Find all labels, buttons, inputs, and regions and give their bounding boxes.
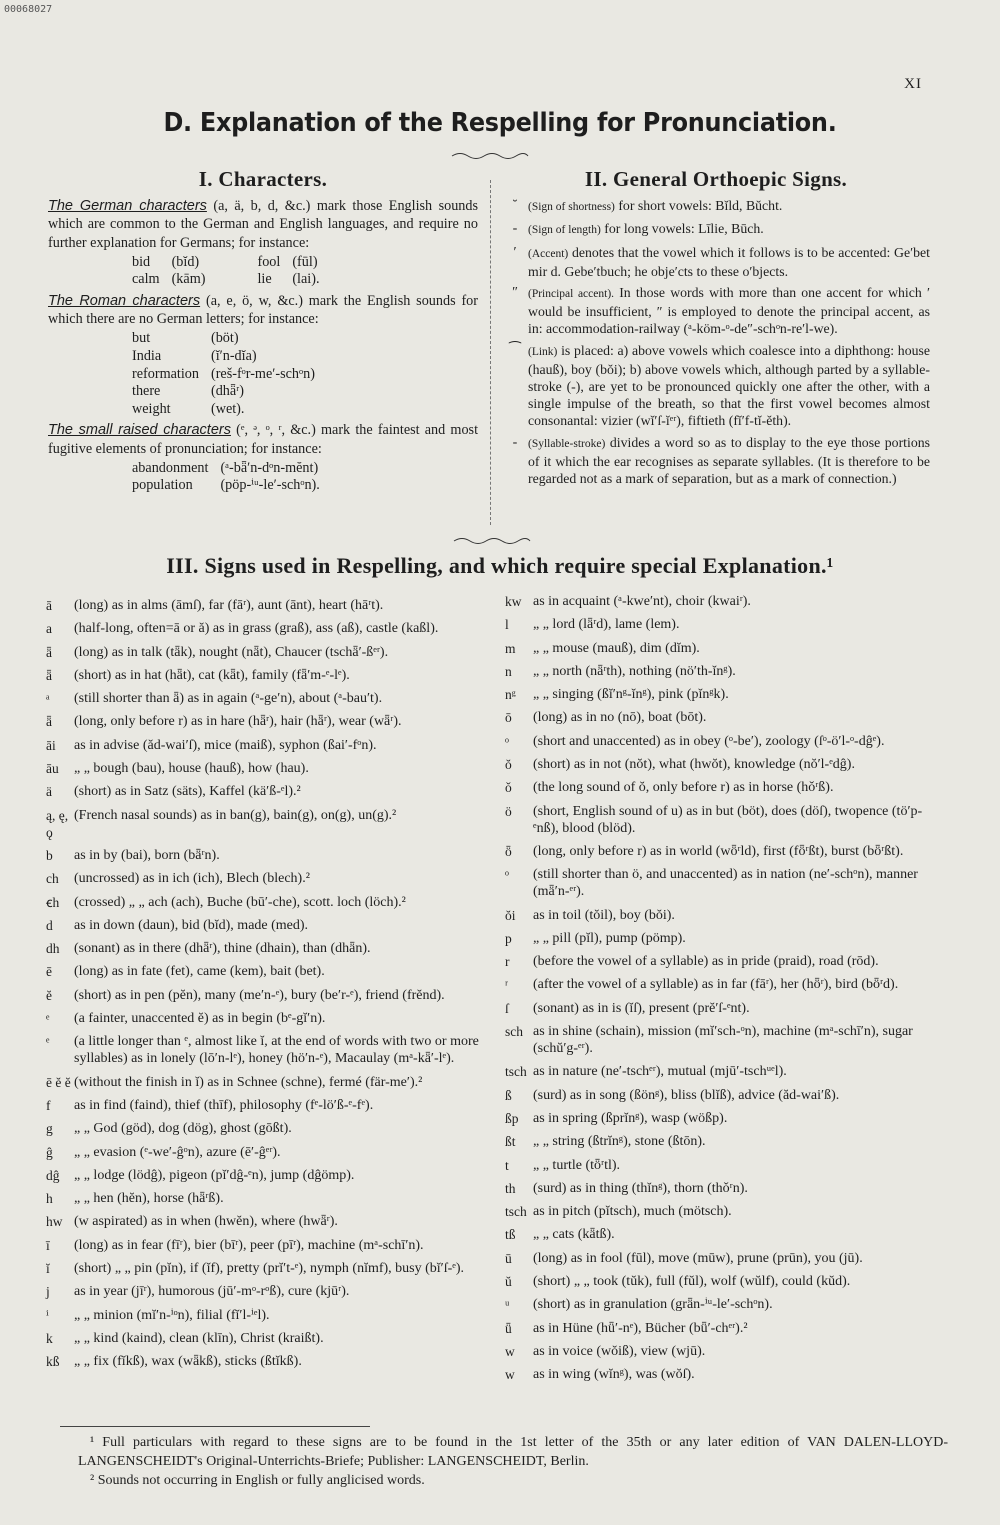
example-row — [132, 401, 327, 419]
entry-text: (short) as in pen (pĕn), many (me′n-ᵉ), bury (be′r-ᵉ), friend (frĕnd). — [74, 987, 445, 1003]
respelling-entry — [505, 866, 945, 900]
entry-text: as in acquaint (ᵃ-kwe′nt), choir (kwaiʳ). — [533, 594, 751, 609]
sign-symbol: ⁀ — [509, 342, 521, 358]
entry-text: (uncrossed) as in ich (ich), Blech (blech).² — [74, 871, 310, 887]
entry-symbol: ꞓh — [46, 894, 60, 910]
entry-text: (half-long, often=ā or ă) as in grass (graß), ass (aß), castle (kaßl). — [74, 621, 439, 637]
respelling-entry — [46, 690, 494, 707]
respelling-entry — [46, 870, 494, 887]
entry-symbol: ᵒ — [505, 867, 509, 883]
respelling-entry — [46, 667, 494, 684]
entry-symbol: k — [46, 1330, 53, 1346]
entry-symbol: ĕ — [46, 987, 52, 1003]
respelling-entry — [505, 1110, 945, 1127]
sign-description: In those words with more than one accent for which ′ would be insufficient, ″ is employed to denote the principal accent, as in: accommodation-railway (ᵃ-köm-ᵒ-de″-schᵒn-re′l-we). — [528, 285, 930, 337]
respelling-entry — [46, 1033, 494, 1067]
entry-text: (sonant) as in there (dhǟʳ), thine (dhain), than (dhǟn). — [74, 941, 371, 957]
respelling-entry — [46, 1167, 494, 1184]
footnote: ² Sounds not occurring in English or fully anglicised words. — [90, 1473, 425, 1488]
entry-symbol: ᵒ — [505, 733, 509, 749]
entry-text: (short) as in hat (hǟt), cat (kǟt), family (fǟ′m-ᵉ-lᵉ). — [74, 667, 350, 683]
example-word: lie — [257, 271, 272, 288]
sign-entry — [502, 284, 930, 338]
lead-term: The small raised characters — [48, 422, 231, 439]
entry-text: (long) as in no (nō), boat (bōt). — [533, 710, 707, 726]
example-word: abandonment — [132, 459, 209, 476]
entry-symbol: āu — [46, 761, 59, 777]
entry-text: as in shine (schain), mission (mĭ′sch-ᵒn), machine (mᵃ-schī′n), sugar (schŭ′g-ᵉʳ). — [533, 1024, 913, 1057]
entry-text: (long) as in fool (fūl), move (mūw), prune (prūn), you (jū). — [533, 1250, 863, 1266]
paragraph-text: (ᵉ, ᵊ, ᵒ, ʳ, &c.) mark the faintest and most fugitive elements of pronunciation; for instance: — [48, 422, 479, 457]
respelling-entry — [505, 1000, 945, 1017]
entry-text: as in find (faind), thief (thīf), philosophy (fᵉ-lö′ß-ᵉ-fᵉ). — [74, 1097, 374, 1113]
sign-description: is placed: a) above vowels which coalesce into a diphthong: house (hauß), boy (bŏi); b) above vowels which, although parted by a syllable-stroke (-), are yet to be pronounced quickly one after the other, with a single impulse of the breath, so that the first vowel becomes almost consonantal: vizier (wĭ′ſ-ĭᵉʳ), fiftieth (fĭ′f-tĭ-ĕth). — [528, 342, 930, 429]
sign-description: for short vowels: Bĭld, Bŭcht. — [614, 198, 783, 214]
entry-symbol: kw — [505, 594, 522, 609]
respelling-entry — [505, 593, 945, 610]
respelling-entry — [46, 644, 494, 661]
entry-text: as in wing (wĭnᵍ), was (wŏſ). — [533, 1367, 695, 1383]
example-respelling: (wet). — [210, 400, 245, 417]
entry-text: (long) as in alms (āmſ), far (fāʳ), aunt (ānt), heart (hāʳt). — [74, 598, 384, 613]
respelling-entry — [505, 1180, 945, 1197]
respelling-entry — [46, 894, 494, 911]
entry-text: „ „ bough (bau), house (hauß), how (hau). — [74, 761, 309, 777]
flourish-ornament — [450, 150, 530, 160]
respelling-entry — [505, 1226, 945, 1243]
entry-symbol: ĝ — [46, 1144, 53, 1160]
entry-symbol: p — [505, 930, 512, 946]
examples-roman — [132, 330, 327, 418]
sign-label: (Link) — [528, 345, 558, 358]
entry-text: „ „ kind (kaind), clean (klīn), Christ (kraißt). — [74, 1330, 324, 1346]
entry-text: as in spring (ßprĭnᵍ), wasp (wößp). — [533, 1110, 728, 1126]
entry-symbol: w — [505, 1367, 515, 1383]
examples-raised — [132, 460, 332, 495]
entry-symbol: ä — [46, 784, 52, 800]
respelling-entry — [46, 1144, 494, 1161]
entry-text: (a little longer than ᵉ, almost like ĭ, at the end of words with two or more syllables) as in lonely (lō′n-lᵉ), honey (hö′n-ᵉ), Macaulay (mᵃ-kǟ′-lᵉ). — [74, 1034, 479, 1067]
example-respelling: (fūl) — [292, 253, 318, 270]
example-word: calm — [132, 271, 160, 288]
entry-symbol: kß — [46, 1354, 60, 1370]
example-word: India — [132, 348, 162, 364]
entry-symbol: th — [505, 1180, 516, 1196]
entry-text: „ „ evasion (ᵉ-we′-ĝᵒn), azure (ē′-ĝᵉʳ). — [74, 1144, 281, 1160]
entry-text: „ „ north (nǟʳth), nothing (nö′th-ĭnᵍ). — [533, 663, 736, 679]
entry-symbol: nᵍ — [505, 687, 516, 703]
respelling-entry — [505, 1063, 945, 1080]
paragraph-text: (a, ä, b, d, &c.) mark those English sounds which are common to the German and English languages, and require no further explanation for Germans; for instance: — [48, 198, 478, 251]
example-word: weight — [132, 400, 171, 417]
respelling-entry — [505, 1343, 945, 1360]
respelling-entry — [505, 1157, 945, 1174]
entry-symbol: h — [46, 1191, 53, 1207]
entry-text: „ „ minion (mĭ′n-ⁱᵒn), filial (fĭ′l-ⁱᵉl). — [74, 1307, 270, 1323]
entry-text: (long) as in talk (tǟk), nought (nǟt), Chaucer (tschǟ′-ßᵉʳ). — [74, 644, 389, 660]
entry-symbol: ǒ — [505, 780, 512, 796]
entry-symbol: g — [46, 1121, 53, 1137]
entry-symbol: ē — [46, 964, 52, 980]
entry-symbol: tß — [505, 1227, 516, 1243]
section-characters — [48, 167, 479, 498]
example-row — [132, 254, 332, 272]
entry-text: as in advise (ăd-wai′ſ), mice (maiß), syphon (ßai′-fᵒn). — [74, 737, 377, 753]
respelling-entry — [46, 597, 494, 614]
respelling-entry — [46, 783, 494, 800]
respelling-entry — [505, 756, 945, 773]
respelling-entry — [505, 686, 945, 703]
respelling-entry — [46, 917, 494, 934]
page-number: XI — [904, 76, 922, 92]
entry-text: „ „ lodge (lödĝ), pigeon (pĭ′dĝ-ᵉn), jump (dĝömp). — [74, 1167, 355, 1183]
entry-symbol: ö — [505, 803, 512, 819]
entry-text: (long) as in fear (fīʳ), bier (bīʳ), peer (pīʳ), machine (mᵃ-schī′n). — [74, 1237, 424, 1253]
sign-entry — [502, 220, 930, 239]
entry-text: as in down (daun), bid (bĭd), made (med). — [74, 917, 309, 933]
example-respelling: (böt) — [210, 330, 239, 347]
entry-text: (surd) as in thing (thĭnᵍ), thorn (thǒʳn). — [533, 1180, 748, 1196]
entry-symbol: ā — [46, 598, 52, 613]
respelling-entry — [46, 1190, 494, 1207]
respelling-entry — [46, 1307, 494, 1324]
sign-symbol: - — [512, 221, 518, 237]
sign-symbol: - — [512, 434, 518, 450]
respelling-entry — [46, 1283, 494, 1300]
examples-german — [132, 254, 332, 289]
respelling-entry — [46, 760, 494, 777]
entry-symbol: ch — [46, 871, 59, 887]
entry-text: as in voice (wŏiß), view (wjū). — [533, 1343, 706, 1359]
entry-symbol: t — [505, 1157, 509, 1173]
respelling-entry — [46, 713, 494, 730]
entry-text: „ „ cats (kǟtß). — [533, 1227, 615, 1243]
entry-text: as in nature (ne′-tschᵉʳ), mutual (mjū′-tschᵘᵉl). — [533, 1064, 787, 1080]
entry-text: (sonant) as in is (ĭſ), present (prĕ′ſ-ᵉnt). — [533, 1000, 750, 1016]
example-respelling: (dhǟʳ) — [210, 383, 244, 400]
sign-label: (Principal accent). — [528, 288, 615, 301]
sign-description: for long vowels: Līlie, Būch. — [600, 221, 764, 237]
example-row — [132, 477, 332, 495]
section-heading: II. General Orthoepic Signs. — [584, 167, 848, 191]
respelling-entry — [505, 843, 945, 860]
respelling-entry — [46, 963, 494, 980]
sign-entry — [502, 244, 930, 280]
entry-text: (before the vowel of a syllable) as in pride (praid), road (rōd). — [533, 954, 879, 970]
entry-text: „ „ mouse (mauß), dim (dĭm). — [533, 640, 700, 656]
entry-symbol: ą, ę, ǫ — [46, 807, 69, 840]
example-respelling: (ĭ′n-dĭa) — [210, 348, 257, 364]
entry-symbol: ŭ — [505, 1274, 512, 1290]
entry-text: (surd) as in song (ßönᵍ), bliss (blĭß), advice (ăd-wai′ß). — [533, 1087, 840, 1103]
respelling-entry — [505, 640, 945, 657]
entry-symbol: ō — [505, 710, 512, 726]
entry-symbol: dĝ — [46, 1167, 60, 1183]
example-respelling: (lai). — [292, 271, 320, 288]
paragraph-roman-characters — [48, 292, 478, 328]
scan-id: 00068027 — [4, 4, 53, 15]
entry-symbol: d — [46, 917, 53, 933]
footnotes — [78, 1433, 948, 1490]
entry-symbol: ᵃ — [46, 691, 50, 707]
entry-symbol: f — [46, 1097, 51, 1113]
sign-symbol: ″ — [512, 285, 518, 301]
entry-symbol: ß — [505, 1087, 512, 1103]
example-respelling: (pöp-ⁱᵘ-le′-schᵒn). — [220, 477, 320, 494]
entry-text: „ „ string (ßtrĭnᵍ), stone (ßtōn). — [533, 1134, 706, 1150]
sign-symbol: ′ — [513, 244, 517, 260]
sign-description: denotes that the vowel which it follows is to be accented: Ge′bet mir d. Gebe′tbuch; he obje′cts to these o′bjects. — [528, 244, 930, 279]
entry-symbol: sch — [505, 1024, 523, 1040]
entry-text: (still shorter than ǟ) as in again (ᵃ-ge′n), about (ᵃ-bau′t). — [74, 691, 383, 707]
respelling-entry — [505, 907, 945, 924]
entry-symbol: ʳ — [505, 977, 508, 993]
entry-symbol: w — [505, 1343, 515, 1359]
sign-entry — [502, 434, 930, 488]
flourish-ornament — [452, 535, 532, 545]
respelling-entry — [46, 1330, 494, 1347]
entry-text: „ „ turtle (tȫʳtl). — [533, 1157, 621, 1173]
respelling-entry — [505, 1250, 945, 1267]
entry-symbol: ŏ — [505, 757, 512, 773]
entry-text: „ „ singing (ßĭ′nᵍ-ĭnᵍ), pink (pĭnᵍk). — [533, 687, 729, 703]
entry-symbol: a — [46, 621, 52, 637]
sign-label: (Accent) — [528, 247, 569, 260]
paragraph-german-characters — [48, 197, 478, 252]
entry-symbol: b — [46, 847, 53, 863]
example-respelling: (kām) — [171, 271, 206, 288]
respelling-entry — [46, 807, 494, 841]
respelling-entry — [505, 616, 945, 633]
lead-term: The Roman characters — [48, 293, 201, 309]
example-row — [132, 348, 327, 366]
entry-text: (a fainter, unaccented ĕ) as in begin (bᵉ-gĭ′n). — [74, 1011, 326, 1027]
respelling-entry — [505, 1296, 945, 1313]
entry-symbol: ŏi — [505, 907, 516, 923]
sign-description: divides a word so as to display to the eye those portions of it which the ear recognises as separate syllables. (It is therefore to be regarded not as a mark of separation, but as a mark of connection.) — [528, 434, 930, 487]
entry-text: (short) as in Satz (säts), Kaffel (kä′ß-ᵉl).² — [74, 784, 301, 800]
respelling-entry — [46, 737, 494, 754]
example-word: fool — [257, 253, 281, 270]
example-respelling: (ᵃ-bǟ′n-dᵒn-mĕnt) — [220, 459, 319, 476]
respelling-list-left — [46, 597, 494, 1377]
entry-text: (short) as in granulation (grǟn-ⁱᵘ-le′-schᵒn). — [533, 1297, 773, 1313]
entry-symbol: ī — [46, 1237, 50, 1253]
respelling-entry — [46, 1074, 494, 1091]
respelling-entry — [46, 1213, 494, 1230]
respelling-entry — [505, 1133, 945, 1150]
respelling-entry — [505, 1203, 945, 1220]
entry-symbol: ǟ — [46, 714, 52, 730]
entry-text: „ „ lord (lǟʳd), lame (lem). — [533, 617, 680, 633]
sign-entry — [502, 197, 930, 216]
section-heading-respelling-signs: III. Signs used in Respelling, and which require special Explanation.¹ — [166, 553, 834, 578]
entry-text: as in Hüne (hǖ′-nᵉ), Bücher (bǖ′-chᵉʳ).² — [533, 1320, 748, 1336]
entry-symbol: ǟ — [46, 644, 52, 660]
respelling-entry — [505, 953, 945, 970]
respelling-entry — [505, 1366, 945, 1383]
respelling-entry — [505, 709, 945, 726]
respelling-list-right — [505, 593, 945, 1390]
entry-text: as in toil (tŏil), boy (bŏi). — [533, 907, 675, 923]
entry-text: (short) „ „ took (tŭk), full (fŭl), wolf (wŭlf), could (kŭd). — [533, 1274, 851, 1290]
example-word: reformation — [132, 365, 199, 382]
entry-text: (French nasal sounds) as in ban(g), bain(g), on(g), un(g).² — [74, 807, 397, 823]
entry-symbol: tsch — [505, 1204, 527, 1220]
respelling-entry — [505, 1023, 945, 1057]
entry-symbol: ȫ — [505, 843, 512, 859]
entry-text: (short, English sound of u) as in but (böt), does (döſ), twopence (tö′p-ᵉnß), blood (blöd). — [533, 803, 923, 836]
entry-text: (the long sound of ŏ, only before r) as in horse (hǒʳß). — [533, 780, 834, 796]
respelling-entry — [505, 1320, 945, 1337]
entry-symbol: n — [505, 663, 512, 679]
entry-text: (long, only before r) as in hare (hǟʳ), hair (hǟʳ), wear (wǟʳ). — [74, 714, 402, 730]
entry-symbol: ßt — [505, 1134, 516, 1150]
entry-symbol: ᵉ — [46, 1034, 50, 1050]
sign-label: (Sign of length) — [528, 224, 601, 237]
entry-text: „ „ fix (fĭkß), wax (wǟkß), sticks (ßtĭkß). — [74, 1354, 302, 1370]
entry-text: (still shorter than ö, and unaccented) as in nation (ne′-schᵒn), manner (mǟ′n-ᵉʳ). — [533, 867, 918, 900]
entry-text: (long, only before r) as in world (wȫʳld), first (fȫʳßt), burst (bȫʳßt). — [533, 843, 904, 859]
entry-symbol: r — [505, 954, 510, 970]
respelling-entry — [505, 779, 945, 796]
entry-symbol: tsch — [505, 1064, 527, 1080]
respelling-entry — [505, 1087, 945, 1104]
entry-symbol: ᵘ — [505, 1297, 510, 1313]
entry-symbol: ⁱ — [46, 1307, 49, 1323]
respelling-entry — [46, 1353, 494, 1370]
respelling-entry — [505, 976, 945, 993]
entry-text: (short) „ „ pin (pĭn), if (ĭf), pretty (prĭ′t-ᵉ), nymph (nĭmf), busy (bĭ′ſ-ᵉ). — [74, 1261, 465, 1277]
entry-text: (crossed) „ „ ach (ach), Buche (bū′-che), scott. loch (löch).² — [74, 894, 406, 910]
section-orthoepic-signs — [502, 167, 930, 491]
entry-symbol: m — [505, 640, 516, 656]
entry-symbol: l — [505, 617, 509, 633]
respelling-entry — [46, 987, 494, 1004]
entry-text: (after the vowel of a syllable) as in far (fāʳ), her (hȫʳ), bird (bȫʳd). — [533, 977, 899, 993]
entry-text: „ „ God (göd), dog (dög), ghost (gōßt). — [74, 1121, 292, 1137]
entry-text: „ „ pill (pĭl), pump (pömp). — [533, 930, 686, 946]
respelling-entry — [46, 1120, 494, 1137]
section-heading: I. Characters. — [198, 167, 328, 191]
entry-symbol: dh — [46, 941, 60, 957]
respelling-entry — [505, 930, 945, 947]
respelling-entry — [505, 733, 945, 750]
entry-symbol: ǟ — [46, 667, 52, 683]
entry-text: as in by (bai), born (bǟʳn). — [74, 847, 220, 863]
paragraph-text: (a, e, ö, w, &c.) mark the English sounds for which there are no German letters; for instance: — [48, 293, 479, 328]
sign-label: (Sign of shortness) — [528, 201, 615, 214]
entry-symbol: ū — [505, 1250, 512, 1266]
entry-symbol: hw — [46, 1214, 63, 1230]
example-word: bid — [132, 253, 151, 270]
example-respelling: (bĭd) — [171, 253, 200, 270]
respelling-entry — [46, 1097, 494, 1114]
entry-text: „ „ hen (hĕn), horse (hǟʳß). — [74, 1191, 224, 1207]
paragraph-raised-characters — [48, 421, 478, 457]
entry-text: (short and unaccented) as in obey (ᵒ-be′), zoology (ſᵒ-ö′l-ᵒ-dĝᵉ). — [533, 733, 885, 749]
example-word: there — [132, 383, 161, 400]
example-word: but — [132, 330, 151, 347]
footnote: ¹ Full particulars with regard to these signs are to be found in the 1st letter of the 35th or any later edition of VAN DALEN-LLOYD-LANGENSCHEIDT's Original-Unterrichts-Briefe; Publisher: LANGENSCHEIDT, Berlin. — [78, 1435, 948, 1469]
entry-text: as in pitch (pĭtsch), much (mötsch). — [533, 1204, 732, 1220]
footnote-separator — [60, 1426, 370, 1427]
entry-text: (long) as in fate (fet), came (kem), bait (bet). — [74, 964, 325, 980]
entry-symbol: ĭ — [46, 1261, 50, 1277]
example-row — [132, 366, 327, 384]
example-row — [132, 460, 332, 478]
respelling-entry — [46, 940, 494, 957]
example-row — [132, 271, 332, 289]
entry-symbol: āi — [46, 737, 56, 753]
sign-entry — [502, 342, 930, 430]
sign-label: (Syllable-stroke) — [528, 437, 606, 450]
respelling-entry — [505, 803, 945, 837]
respelling-entry — [46, 1260, 494, 1277]
column-divider — [490, 180, 491, 525]
example-row — [132, 330, 327, 348]
entry-text: (w aspirated) as in when (hwĕn), where (hwǟʳ). — [74, 1214, 338, 1230]
lead-term: The German characters — [48, 198, 207, 215]
entry-symbol: ſ — [505, 1000, 509, 1016]
entry-symbol: ǖ — [505, 1320, 512, 1336]
respelling-entry — [46, 847, 494, 864]
example-word: population — [132, 477, 193, 494]
page-title: D. Explanation of the Respelling for Pronunciation. — [163, 108, 837, 138]
example-respelling: (reš-fᵒr-me′-schᵒn) — [210, 365, 315, 382]
entry-symbol: j — [46, 1284, 50, 1300]
respelling-entry — [505, 663, 945, 680]
respelling-entry — [46, 1010, 494, 1027]
respelling-entry — [46, 620, 494, 637]
entry-text: as in year (jīʳ), humorous (jū′-mᵒ-rᵒß), cure (kjūʳ). — [74, 1284, 350, 1300]
example-row — [132, 383, 327, 401]
entry-symbol: ßp — [505, 1110, 519, 1126]
sign-symbol: ˘ — [512, 198, 518, 214]
entry-symbol: ē ĕ ĕ — [46, 1074, 71, 1090]
respelling-entry — [505, 1273, 945, 1290]
respelling-entry — [46, 1237, 494, 1254]
entry-text: (without the finish in ĭ) as in Schnee (schne), fermé (fär-me′).² — [74, 1074, 423, 1090]
entry-symbol: ᵉ — [46, 1011, 50, 1027]
entry-text: (short) as in not (nŏt), what (hwŏt), knowledge (nŏ′l-ᵉdĝ). — [533, 757, 855, 773]
